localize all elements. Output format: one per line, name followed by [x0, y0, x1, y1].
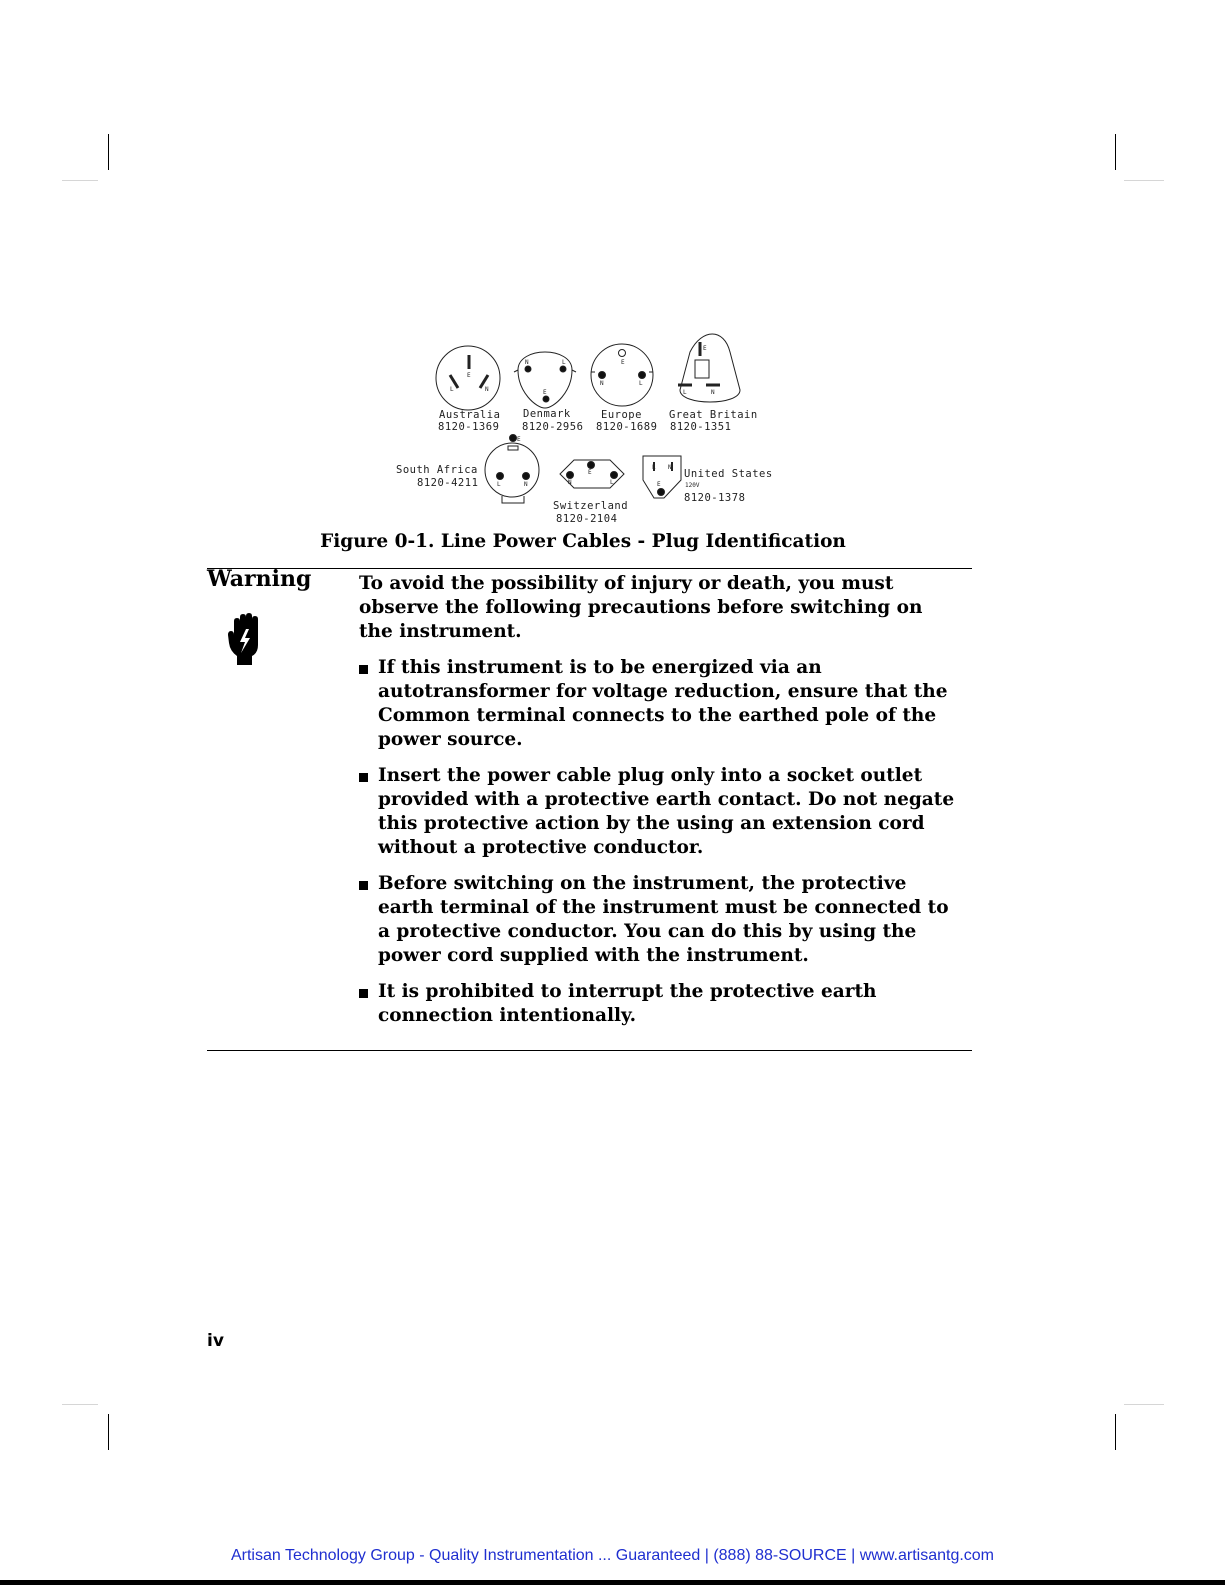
list-item [359, 872, 959, 968]
page-bottom-edge [0, 1580, 1225, 1585]
plug-country-label: Great Britain [669, 409, 758, 421]
denmark-plug [514, 352, 576, 408]
pin-letter: L [610, 479, 614, 486]
pin-letter: N [485, 386, 489, 393]
plug-part-number: 8120-1369 [438, 421, 500, 433]
south-africa-plug [485, 435, 539, 504]
pin-letter: L [683, 389, 687, 396]
plug-voltage-label: 120V [685, 482, 700, 489]
united-states-plug [643, 456, 681, 498]
footer-link-text[interactable]: Artisan Technology Group - Quality Instrumentation ... Guaranteed | (888) 88-SOURCE | www.artisantg.com [230, 1547, 995, 1564]
warning-body [359, 572, 959, 1040]
footer-banner[interactable] [0, 1547, 1225, 1565]
pin-letter: E [517, 436, 521, 443]
warning-title: Warning [207, 566, 312, 592]
crop-mark [1124, 180, 1164, 181]
crop-mark [62, 1404, 98, 1405]
europe-plug [591, 344, 653, 406]
list-item [359, 764, 959, 860]
list-item-text: It is prohibited to interrupt the protective earth connection intentionally. [378, 981, 877, 1026]
crop-mark [108, 134, 109, 170]
pin-letter: L [639, 380, 643, 387]
pin-letter: E [657, 481, 661, 488]
electric-shock-hand-icon [228, 613, 262, 665]
figure-caption: Figure 0-1. Line Power Cables - Plug Identification [320, 531, 846, 552]
warning-intro: To avoid the possibility of injury or death, you must observe the following precautions before switching on the instrument. [359, 573, 923, 642]
page-number: iv [207, 1331, 224, 1351]
pin-letter: L [450, 386, 454, 393]
list-item-text: If this instrument is to be energized via an autotransformer for voltage reduction, ensure that the Common terminal connects to the earthed pole of the power source. [378, 657, 948, 750]
list-item [359, 656, 959, 752]
pin-letter: N [668, 464, 672, 471]
pin-letter: L [652, 464, 656, 471]
pin-letter: E [543, 389, 547, 396]
crop-mark [1115, 1414, 1116, 1450]
plug-part-number: 8120-1689 [596, 421, 658, 433]
bullet-square-icon [359, 773, 368, 782]
plug-country-label: United States [684, 468, 773, 480]
list-item-text: Before switching on the instrument, the protective earth terminal of the instrument must be connected to a protective conductor. You can do this by using the power cord supplied with the instrument. [378, 873, 949, 966]
precaution-list [359, 656, 959, 1028]
plug-part-number: 8120-2956 [522, 421, 584, 433]
plug-country-label: Europe [601, 409, 642, 421]
plug-country-label: Australia [439, 409, 501, 421]
pin-letter: E [621, 359, 625, 366]
pin-letter: E [467, 372, 471, 379]
pin-letter: N [524, 481, 528, 488]
crop-mark [1115, 134, 1116, 170]
pin-letter: N [600, 380, 604, 387]
plug-identification-figure [392, 330, 782, 530]
plug-country-label: South Africa [396, 464, 478, 476]
bullet-square-icon [359, 665, 368, 674]
bullet-square-icon [359, 881, 368, 890]
plug-part-number: 8120-4211 [417, 477, 479, 489]
crop-mark [62, 180, 98, 181]
pin-letter: N [711, 389, 715, 396]
warning-bottom-rule [207, 1050, 972, 1051]
pin-letter: E [588, 469, 592, 476]
plug-part-number: 8120-1378 [684, 492, 746, 504]
pin-letter: N [525, 359, 529, 366]
plug-part-number: 8120-1351 [670, 421, 732, 433]
pin-letter: N [568, 479, 572, 486]
great-britain-plug [678, 334, 740, 402]
plug-country-label: Denmark [523, 408, 571, 420]
crop-mark [108, 1414, 109, 1450]
crop-mark [1124, 1404, 1164, 1405]
list-item [359, 980, 959, 1028]
pin-letter: E [703, 345, 707, 352]
list-item-text: Insert the power cable plug only into a socket outlet provided with a protective earth contact. Do not negate this protective action by the using an extension cord without a protective conductor. [378, 765, 955, 858]
plug-country-label: Switzerland [553, 500, 629, 512]
pin-letter: L [497, 481, 501, 488]
bullet-square-icon [359, 989, 368, 998]
warning-top-rule [207, 568, 972, 569]
pin-letter: L [562, 359, 566, 366]
plug-part-number: 8120-2104 [556, 513, 618, 525]
